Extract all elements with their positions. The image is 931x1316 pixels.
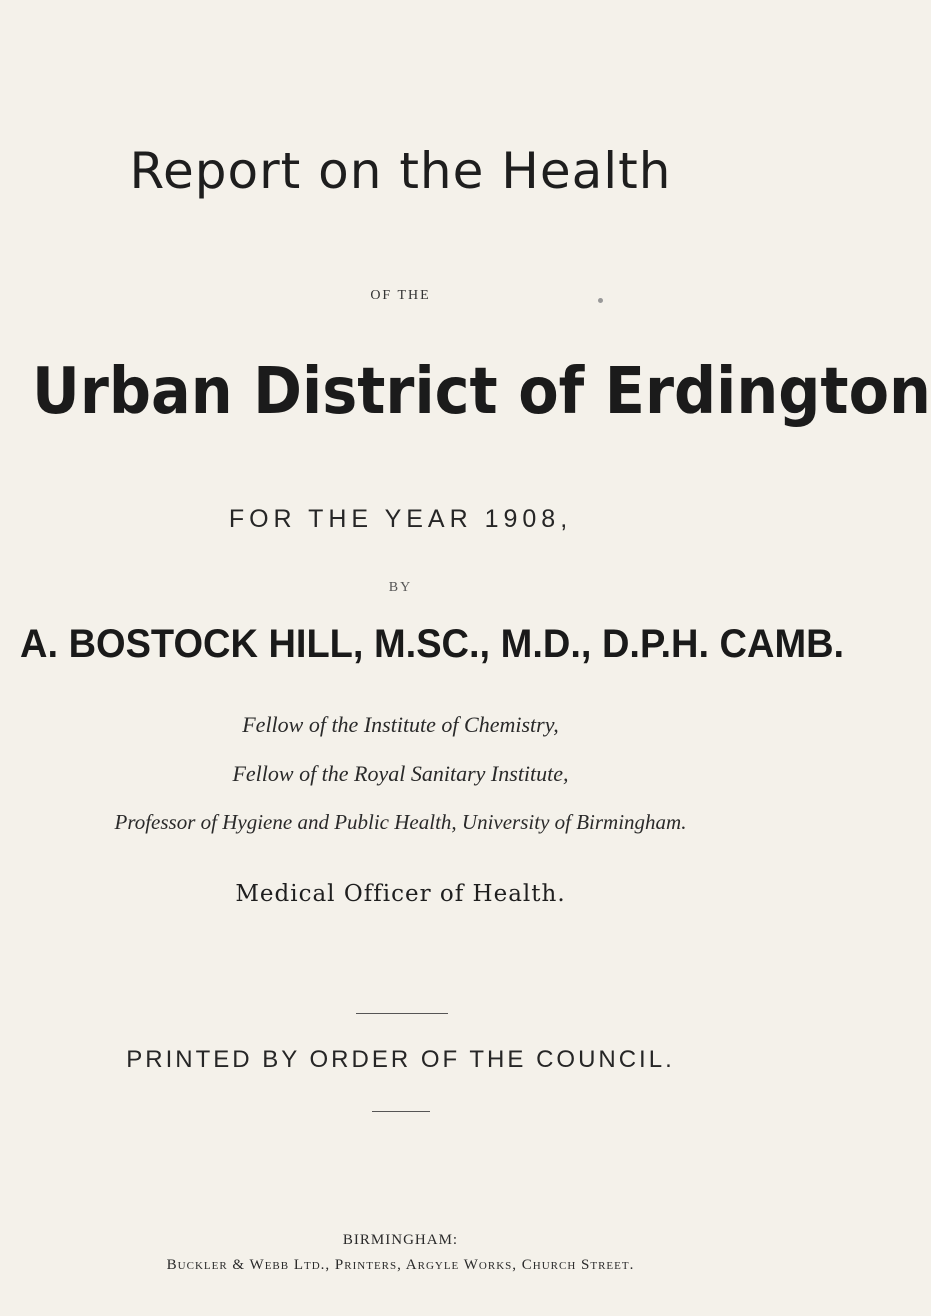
district-title: Urban District of Erdington — [32, 355, 931, 429]
printers-imprint: Buckler & Webb Ltd., Printers, Argyle Works, Church Street. — [166, 1257, 635, 1273]
of-the-label: OF THE — [370, 288, 431, 303]
credential-professor: Professor of Hygiene and Public Health, University of Birmingham. — [114, 810, 687, 834]
credential-sanitary: Fellow of the Royal Sanitary Institute, — [232, 761, 569, 786]
ink-speck — [598, 298, 603, 303]
printed-by-line: PRINTED BY ORDER OF THE COUNCIL. — [126, 1046, 675, 1073]
author-name: A. BOSTOCK HILL, M.SC., M.D., D.P.H. CAMB. — [20, 622, 845, 666]
divider-bottom — [372, 1111, 430, 1112]
year-line: FOR THE YEAR 1908, — [228, 505, 573, 533]
city-label: BIRMINGHAM: — [342, 1232, 459, 1248]
divider-top — [356, 1013, 448, 1014]
by-label: BY — [388, 580, 413, 595]
report-title: Report on the Health — [129, 142, 672, 200]
office-title: Medical Officer of Health. — [235, 881, 566, 907]
credential-chemistry: Fellow of the Institute of Chemistry, — [242, 712, 559, 737]
